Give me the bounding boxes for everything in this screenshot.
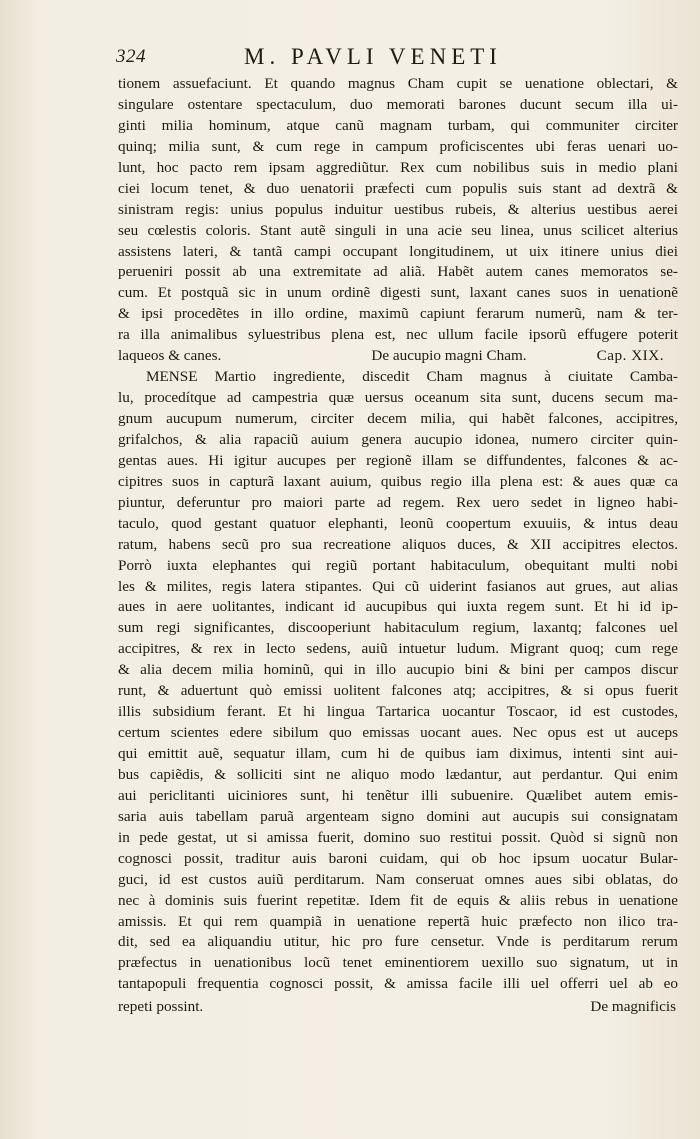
text-line: tantapopuli frequentia cognosci possit, & amissa facile illi uel offerri uel ab eo: [118, 975, 678, 993]
text-line: aui periclitanti uiciniores sunt, hi tenẽtur illi subuenire. Quælibet autem emis-: [118, 786, 678, 804]
text-line: in pede gestat, ut si amissa fuerit, domino suo restitui possit. Quòd si signũ non: [118, 828, 678, 846]
text-line: runt, & aduertunt quò emissi uolitent falcones atq; accipitres, & si opus fuerit: [118, 682, 678, 700]
text-line: ciei locum tenet, & duo uenatorii præfecti cum populis suis stant ad dextrã &: [118, 179, 678, 197]
catchword: De magnificis: [590, 998, 676, 1016]
final-line: [118, 997, 678, 1018]
chapter-title: De aucupio magni Cham.: [371, 347, 527, 365]
text-line: taculo, quod gestant quatuor elephanti, leonũ coopertum exuuiis, & intus deau: [118, 514, 678, 532]
text-line: seu cœlestis coloris. Stant autẽ singuli in una acie seu linea, unus scilicet alterius: [118, 221, 678, 239]
text-line: illis subsidium ferant. Et hi lingua Tartarica uocantur Toscaor, id est custodes,: [118, 703, 678, 721]
page-header: [116, 44, 676, 74]
text-line: lunt, hoc pacto rem ipsam aggrediũtur. Rex cum nobilibus suis in medio plani: [118, 158, 678, 176]
final-line-text: repeti possint.: [118, 998, 204, 1016]
text-line: guci, id est custos auiũ perditarum. Nam conseruat omnes aues sibi oblatas, do: [118, 870, 678, 888]
text-line: Porrò iuxta elephantes qui regiũ portant habitaculum, obequitant multi nobi: [118, 556, 678, 574]
text-line: MENSE Martio ingrediente, discedit Cham magnus à ciuitate Camba-: [146, 368, 678, 386]
text-line: grifalchos, & alia rapaciũ auium genera aucupio idonea, numero circiter quin-: [118, 430, 678, 448]
text-line: perueniri possit ab una extremitate ad aliã. Habẽt autem canes memoratos se-: [118, 263, 678, 281]
text-line: tionem assuefaciunt. Et quando magnus Cham cupit se uenatione oblectari, &: [118, 75, 678, 92]
text-line: cognosci possit, traditur auis baroni cuidam, qui ob hoc ipsum uocatur Bular-: [118, 849, 678, 867]
text-line: ginti milia hominum, atque canũ magnam turbam, qui communiter circiter: [118, 116, 678, 134]
heading-lead-text: laqueos & canes.: [118, 347, 222, 365]
text-line: certum scientes edere sibilum quo emissas uocant aues. Nec opus est ut auceps: [118, 724, 678, 742]
text-line: sinistram regis: unius populus induitur uestibus rubeis, & alterius uestibus aerei: [118, 200, 678, 218]
text-line: piuntur, deferuntur pro maiori parte ad regem. Rex uero sedet in ligneo habi-: [118, 493, 678, 511]
page-number: 324: [116, 46, 146, 67]
text-line: sum regi significantes, discooperiunt habitaculum regium, laxantq; falcones uel: [118, 619, 678, 637]
chapter-heading-line: [118, 346, 678, 367]
text-line: assistens lateri, & tantã campi occupant longitudinem, ut uix itinere unius diei: [118, 242, 678, 260]
text-block: [118, 74, 678, 1018]
text-line: & alia decem milia hominũ, qui in illo aucupio bini & bini per campos discur: [118, 661, 678, 679]
text-line: ra illa animalibus syluestribus plena est, nec ullum facile ipsorũ effugere poterit: [118, 326, 678, 344]
chapter-number: Cap. XIX.: [596, 347, 664, 365]
text-line: & ipsi procedẽtes in illo ordine, maximũ capiunt ferarum numerũ, nam & ter-: [118, 305, 678, 323]
text-line: ratum, habens secũ pro sua recreatione aliquos duces, & XII accipitres electos.: [118, 535, 678, 553]
text-line: dit, sed ea aliquandiu utitur, hic pro fure censetur. Vnde is perditarum rerum: [118, 933, 678, 951]
running-title: M. PAVLI VENETI: [244, 44, 502, 69]
text-line: gentas aues. Hi igitur aucupes per regionẽ illam se diffundentes, falcones & ac-: [118, 451, 678, 469]
text-line: singulare ostentare spectaculum, duo memorati barones ducunt secum illa ui-: [118, 95, 678, 113]
text-line: qui emittit auẽ, sequatur illam, cum hi de quibus iam diximus, intenti sint aui-: [118, 745, 678, 762]
text-line: amissis. Et qui rem quampiã in uenatione repertã huic præfecto non ilico tra-: [118, 912, 678, 930]
text-line: accipitres, & rex in lecto sedens, auiũ intuetur ludum. Migrant quoq; cum rege: [118, 640, 678, 658]
text-line: bus capiẽdis, & solliciti sint ne aliquo modo lædantur, aut perdantur. Qui enim: [118, 765, 678, 783]
text-line: lu, procedítque ad campestria quæ uersus oceanum sita sunt, ducens secum ma-: [118, 389, 678, 407]
text-line: cum. Et postquã sic in unum ordinẽ digesti sunt, laxant canes suos in uenationẽ: [118, 284, 678, 302]
text-line: les & milites, regis latera stipantes. Qui cũ uiderint fasianos aut grues, aut alias: [118, 577, 678, 595]
text-line: cipitres suos in capturã laxant auium, quibus regio illa plena est: & aues quæ ca: [118, 472, 678, 490]
text-line: quinq; milia sunt, & cum rege in campum proficiscentes ubi feras uenari uo-: [118, 137, 678, 155]
text-line: nec à dominis suis fuerint repetitæ. Idem fit de equis & aliis rebus in uenatione: [118, 891, 678, 909]
paragraph-continued: [118, 74, 678, 346]
text-line: gnum aucupum numerum, circiter decem milia, qui habẽt falcones, accipitres,: [118, 410, 678, 427]
text-line: aues in aere uolitantes, indicant id aucupibus qui iuxta regem sunt. Et hi id ip-: [118, 598, 678, 616]
text-line: præfectus in uenationibus locũ tenet eminentiorem uexillo suo signatum, ut in: [118, 954, 678, 972]
text-line: saria auis tabellam paruã argenteam signo domini aut aucupis sui consignatam: [118, 807, 678, 825]
chapter-paragraph: [118, 367, 678, 995]
